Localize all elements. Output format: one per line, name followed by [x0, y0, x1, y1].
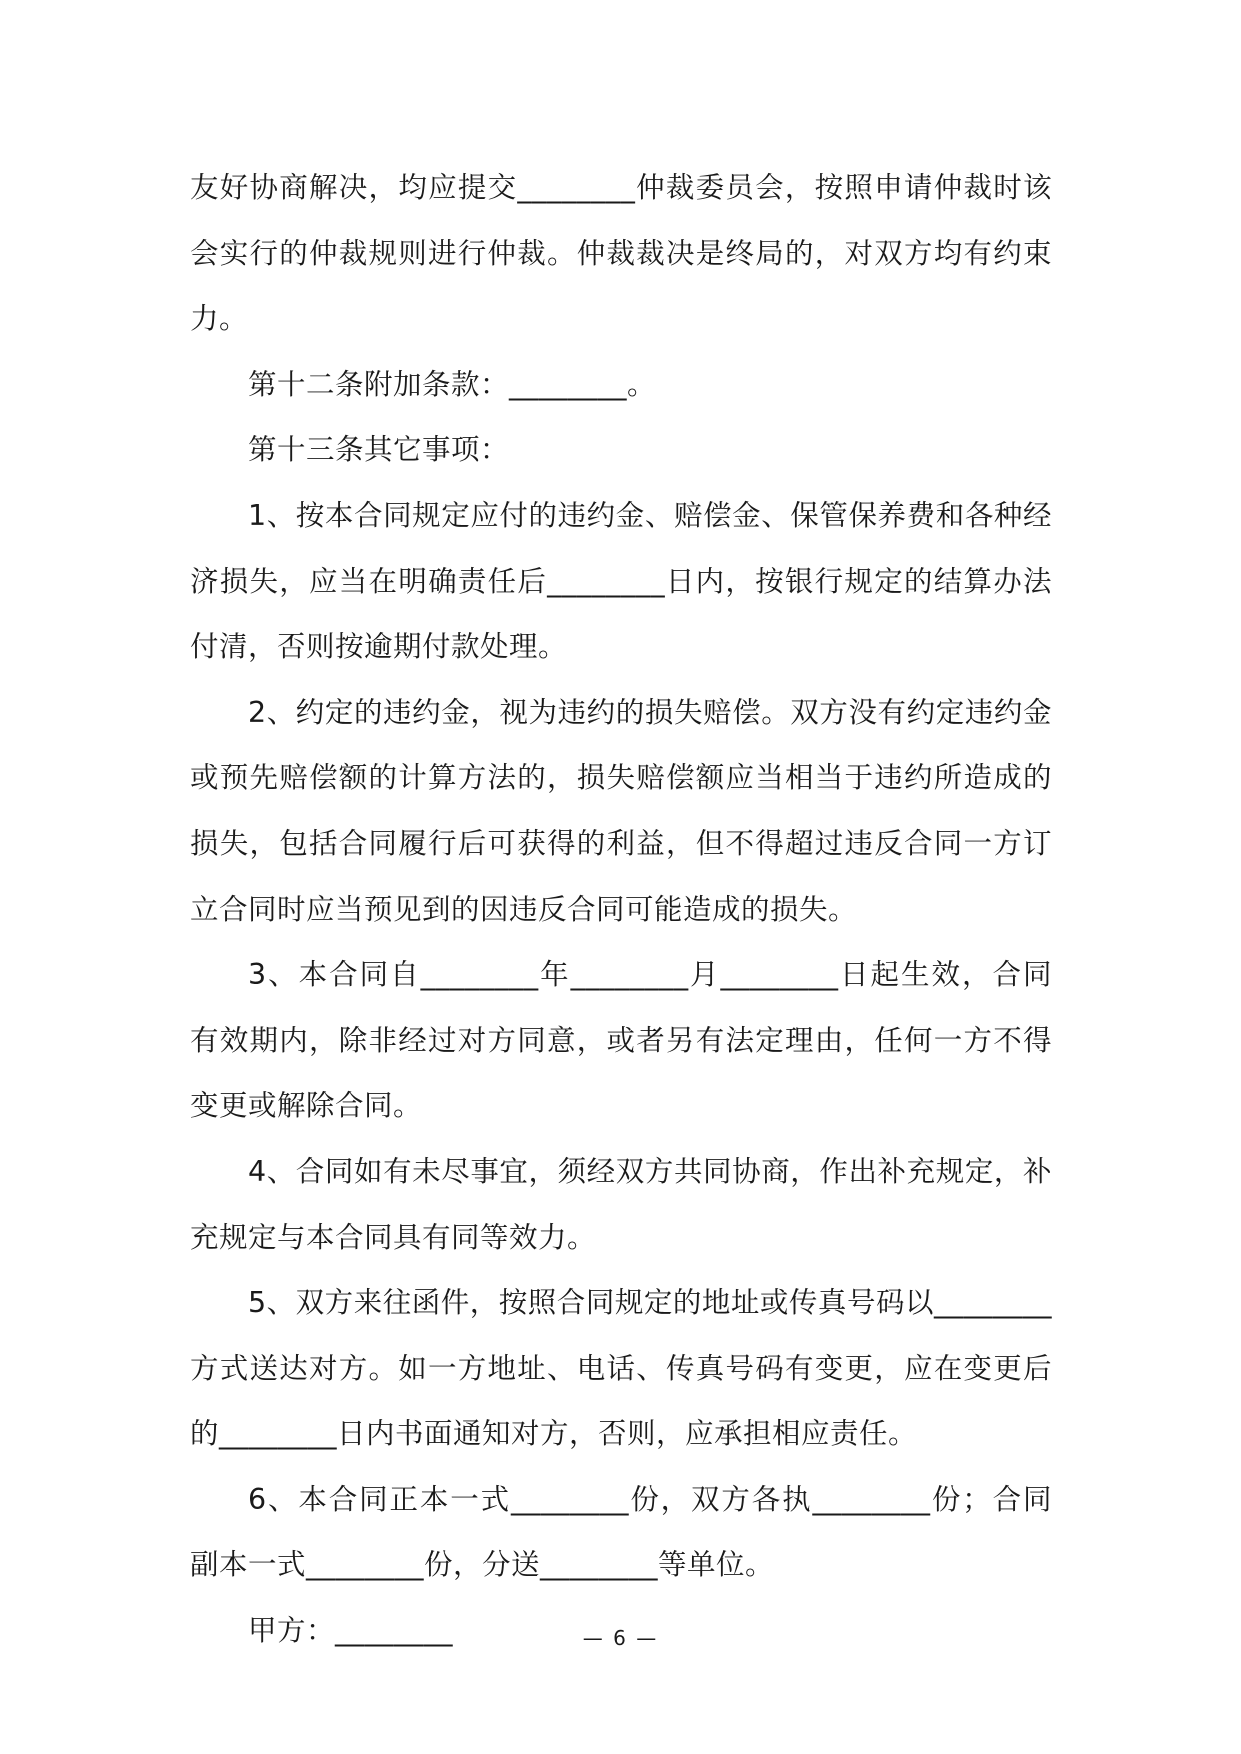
- contract-body: [190, 155, 1052, 1664]
- paragraph-item-2: 2、约定的违约金，视为违约的损失赔偿。双方没有约定违约金或预先赔偿额的计算方法的，损失赔偿额应当相当于违约所造成的损失，包括合同履行后可获得的利益，但不得超过违反合同一方订立合同时应当预见到的因违反合同可能造成的损失。: [190, 695, 1052, 926]
- paragraph-party-a: 甲方：________: [248, 1614, 454, 1648]
- paragraph-item-6: 6、本合同正本一式________份，双方各执________份；合同副本一式________份，分送________等单位。: [190, 1482, 1052, 1582]
- paragraph-item-5: 5、双方来往函件，按照合同规定的地址或传真号码以________方式送达对方。如一方地址、电话、传真号码有变更，应在变更后的________日内书面通知对方，否则，应承担相应责任。: [190, 1286, 1052, 1451]
- paragraph-article-13: 第十三条其它事项：: [248, 433, 510, 467]
- paragraph-item-4: 4、合同如有未尽事宜，须经双方共同协商，作出补充规定，补充规定与本合同具有同等效力。: [190, 1154, 1052, 1254]
- paragraph-article-12: 第十二条附加条款：________。: [248, 367, 657, 401]
- page-number: — 6 —: [582, 1626, 659, 1650]
- paragraph-item-3: 3、本合同自________年________月________日起生效，合同有效期内，除非经过对方同意，或者另有法定理由，任何一方不得变更或解除合同。: [190, 958, 1052, 1123]
- paragraph-item-1: 1、按本合同规定应付的违约金、赔偿金、保管保养费和各种经济损失，应当在明确责任后________日内，按银行规定的结算办法付清，否则按逾期付款处理。: [190, 498, 1052, 664]
- paragraph-arbitration-continued: 友好协商解决，均应提交________仲裁委员会，按照申请仲裁时该会实行的仲裁规则进行仲裁。仲裁裁决是终局的，对双方均有约束力。: [190, 171, 1052, 336]
